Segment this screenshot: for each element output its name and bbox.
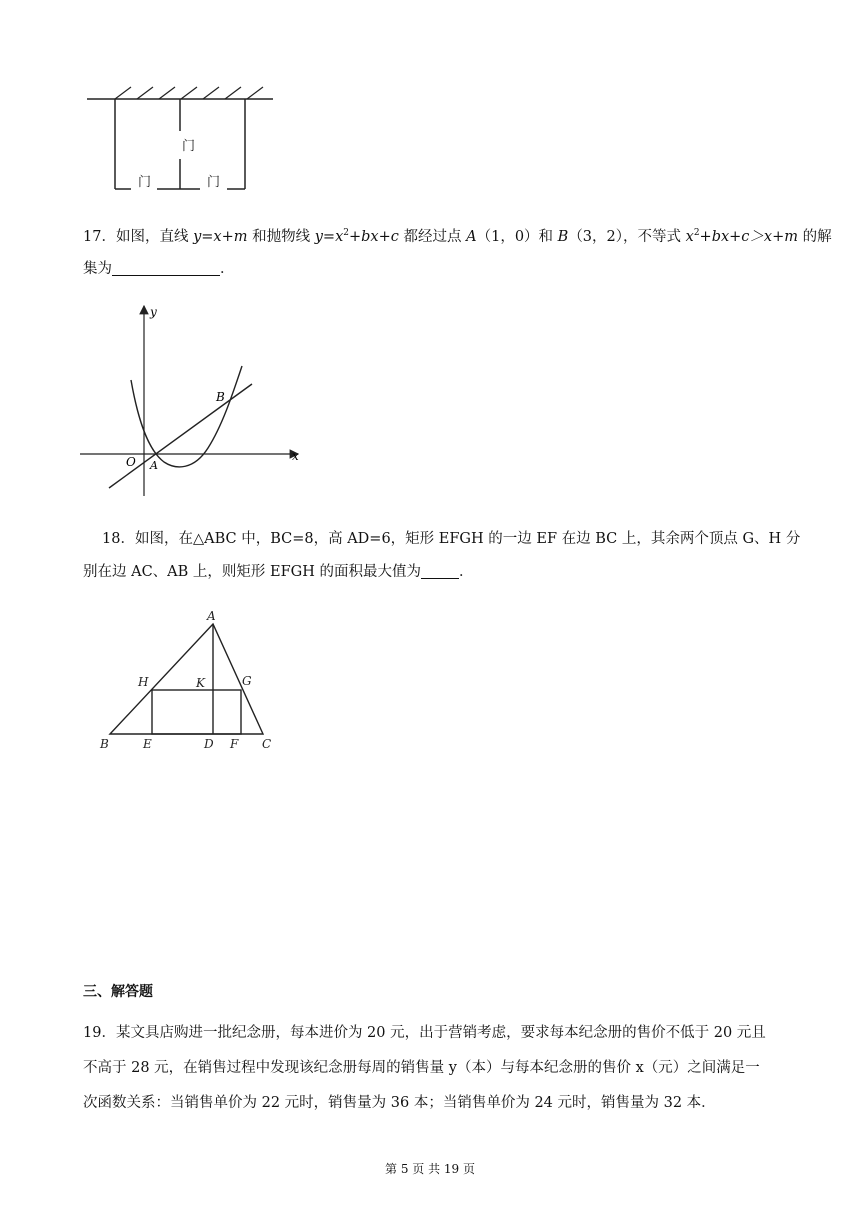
q19-line3: 次函数关系：当销售单价为 22 元时，销售量为 36 本；当销售单价为 24 元时，销售量为 32 本． [83, 1095, 716, 1111]
door-label-right: 门 [207, 175, 221, 190]
q18-line2: 别在边 AC、AB 上，则矩形 EFGH 的面积最大值为 ． [83, 564, 474, 580]
q17-graph [76, 300, 306, 500]
section-title: 三、解答题 [83, 984, 153, 1000]
q18-triangle-figure [96, 606, 276, 754]
point-g-label: G [242, 674, 252, 688]
q18-line1: 18．如图，在△ABC 中，BC=8，高 AD=6，矩形 EFGH 的一边 EF 在边 BC 上，其余两个顶点 G、H 分 [102, 531, 801, 547]
point-f-label: F [230, 737, 239, 751]
point-h-label: H [138, 675, 149, 689]
rectangle-efgh [152, 690, 241, 734]
q17-answer-blank[interactable] [112, 261, 220, 276]
origin-label: O [126, 455, 136, 469]
straight-line [109, 384, 252, 488]
q17-line2: 集为 ． [83, 261, 235, 277]
point-e-label: E [143, 737, 152, 751]
q17-line1: 17．如图，直线 y=x+m 和抛物线 $y=x^2+bx+c$ 都经过点 A（1，0）和 B（3，2），不等式 $x^2+bx+c>x+m$ 的解 [83, 228, 832, 245]
point-a-label: A [150, 459, 158, 472]
parabola [131, 366, 242, 467]
q17-number: 17． [83, 229, 116, 245]
point-b-label: B [216, 390, 225, 404]
q18-answer-blank[interactable] [421, 564, 459, 579]
point-k-label: K [196, 676, 205, 690]
door-label-middle: 门 [182, 139, 196, 154]
q19-line1: 19．某文具店购进一批纪念册，每本进价为 20 元，出于营销考虑，要求每本纪念册的售价不低于 20 元且 [83, 1025, 766, 1041]
vertex-b-label: B [100, 737, 109, 751]
vertex-c-label: C [262, 737, 272, 751]
q19-line2: 不高于 28 元，在销售过程中发现该纪念册每周的销售量 y（本）与每本纪念册的售价 x（元）之间满足一 [83, 1060, 760, 1076]
point-d-label: D [204, 737, 214, 751]
y-axis-label: y [150, 305, 157, 319]
vertex-a-label: A [207, 609, 216, 623]
door-label-left: 门 [138, 175, 152, 190]
door-layout-figure [85, 85, 280, 195]
triangle-abc [110, 624, 263, 734]
page-footer: 第 5 页 共 19 页 [385, 1162, 475, 1176]
x-axis-label: x [292, 449, 299, 463]
